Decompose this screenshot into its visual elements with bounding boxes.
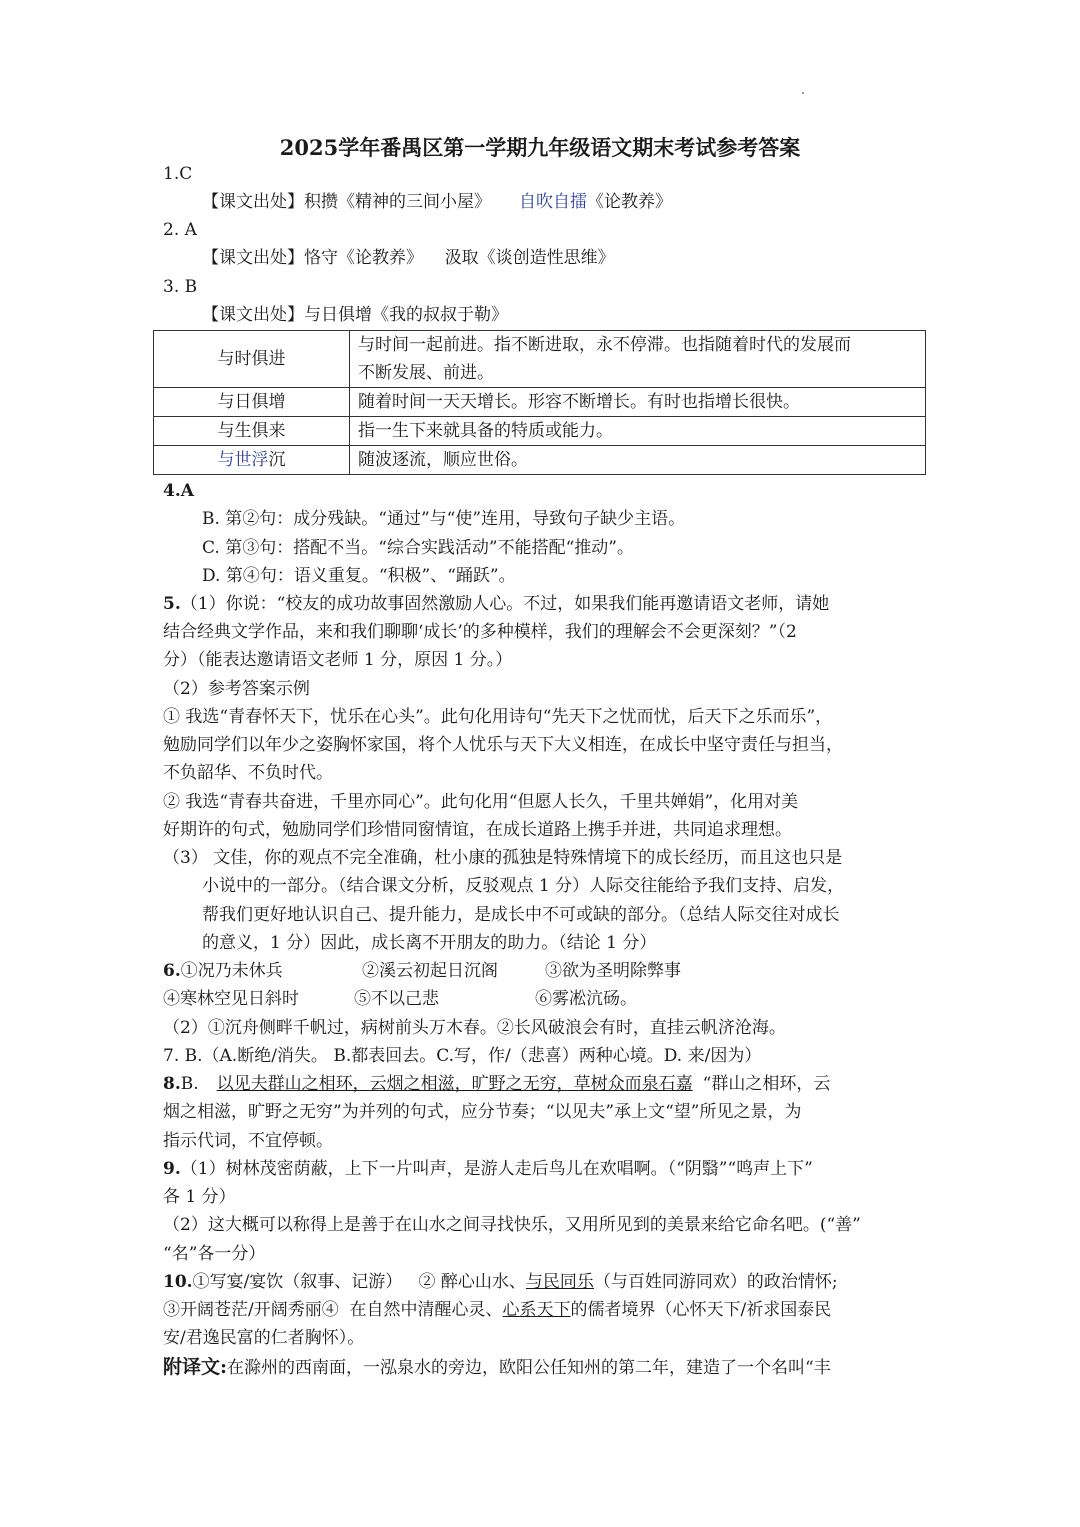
table-def: 随着时间一天天增长。形容不断增长。有时也指增长很快。 bbox=[350, 388, 926, 417]
q10-underlined: 心系天下 bbox=[502, 1300, 571, 1320]
q10-text: ③开阔苍茫/开阔秀丽④ 在自然中清醒心灵、 bbox=[163, 1300, 503, 1320]
q4-answer: 4.A bbox=[163, 481, 194, 501]
q9-line4: “名”各一分） bbox=[163, 1244, 266, 1264]
q5-line3: 分）（能表达邀请语文老师 1 分，原因 1 分。） bbox=[163, 650, 513, 670]
appendix-line bbox=[163, 1356, 831, 1379]
q6-a6: ⑥雾凇沆砀。 bbox=[535, 989, 637, 1009]
q10-text: ①写宴/宴饮（叙事、记游） ② 醉心山水、 bbox=[192, 1272, 526, 1292]
q1-src1: 积攒《精神的三间小屋》 bbox=[304, 192, 491, 212]
q5-line11: 小说中的一部分。（结合课文分析，反驳观点 1 分）人际交往能给予我们支持、启发， bbox=[202, 876, 845, 896]
q5-line12: 帮我们更好地认识自己、提升能力，是成长中不可或缺的部分。（总结人际交往对成长 bbox=[202, 905, 840, 925]
q2-answer: 2. A bbox=[163, 220, 197, 240]
q5-line8: ② 我选“青春共奋进，千里亦同心”。此句化用“但愿人长久，千里共婵娟”，化用对美 bbox=[163, 792, 799, 812]
table-term: 与日俱增 bbox=[154, 388, 350, 417]
q6-a2: ②溪云初起日沉阁 bbox=[362, 961, 498, 981]
q8-num: 8. bbox=[163, 1074, 181, 1094]
q2-source bbox=[202, 247, 615, 269]
q4-c: C. 第③句：搭配不当。“综合实践活动”不能搭配“推动”。 bbox=[202, 538, 634, 558]
q6-line1 bbox=[163, 960, 283, 982]
q5-line7: 不负韶华、不负时代。 bbox=[163, 763, 333, 783]
page-title: 2025学年番禺区第一学期九年级语文期末考试参考答案 bbox=[279, 135, 801, 160]
table-def: 指一生下来就具备的特质或能力。 bbox=[350, 417, 926, 446]
q4-d: D. 第④句：语义重复。“积极”、“踊跃”。 bbox=[202, 566, 516, 586]
q10-text: 的儒者境界（心怀天下/祈求国泰民 bbox=[570, 1300, 832, 1320]
table-row bbox=[154, 331, 926, 388]
appendix-text: 在滁州的西南面，一泓泉水的旁边，欧阳公任知州的第二年，建造了一个名叫“丰 bbox=[227, 1358, 831, 1378]
q5-line2: 结合经典文学作品，来和我们聊聊‘成长’的多种模样，我们的理解会不会更深刻？”（2 bbox=[163, 622, 797, 642]
q8-rest: “群山之相环，云 bbox=[702, 1074, 831, 1094]
q6-a4: ④寒林空见日斜时 bbox=[163, 989, 299, 1009]
table-def bbox=[350, 331, 926, 388]
q10-num: 10. bbox=[163, 1272, 193, 1292]
q9-line1 bbox=[163, 1158, 813, 1180]
q3-src: 与日俱增《我的叔叔于勒》 bbox=[304, 305, 508, 325]
q9-line2: 各 1 分） bbox=[163, 1187, 236, 1207]
q8-line2: 烟之相滋，旷野之无穷”为并列的句式，应分节奏；“以见夫”承上文“望”所见之景，为 bbox=[163, 1102, 802, 1122]
q8-line1 bbox=[163, 1073, 830, 1095]
q5-line13: 的意义，1 分）因此，成长离不开朋友的助力。（结论 1 分） bbox=[202, 933, 657, 953]
q3-answer: 3. B bbox=[163, 277, 198, 297]
q5-line4: （2）参考答案示例 bbox=[163, 679, 310, 699]
table-term: 与时俱进 bbox=[154, 331, 350, 388]
q5-line1 bbox=[163, 593, 829, 615]
source-label: 【课文出处】 bbox=[202, 305, 304, 325]
q5-line5: ① 我选“青春怀天下，忧乐在心头”。此句化用诗句“先天下之忧而忧，后天下之乐而乐”， bbox=[163, 707, 833, 727]
q6-a5: ⑤不以己悲 bbox=[354, 989, 439, 1009]
q7-answer: 7. B.（A.断绝/消失。 B.都表回去。C.写，作/（悲喜）两种心境。D. 来/因为） bbox=[163, 1046, 762, 1066]
def-line: 与时间一起前进。指不断进取，永不停滞。也指随着时代的发展而 bbox=[358, 335, 851, 355]
q6-line3: （2）①沉舟侧畔千帆过，病树前头万木春。②长风破浪会有时，直挂云帆济沧海。 bbox=[163, 1018, 786, 1038]
q9-line3: （2）这大概可以称得上是善于在山水之间寻找快乐，又用所见到的美景来给它命名吧。(“善” bbox=[163, 1215, 861, 1235]
source-label: 【课文出处】 bbox=[202, 192, 304, 212]
source-label: 【课文出处】 bbox=[202, 248, 304, 268]
q10-line1 bbox=[163, 1271, 838, 1293]
q6-num: 6. bbox=[163, 961, 181, 981]
term-rest: 沉 bbox=[268, 450, 286, 470]
table-term bbox=[154, 446, 350, 475]
q8-underlined: 以见夫群山之相环，云烟之相滋，旷野之无穷，草树众而泉石嘉 bbox=[216, 1074, 693, 1094]
q10-text: （与百姓同游同欢）的政治情怀; bbox=[593, 1272, 838, 1292]
table-term: 与生俱来 bbox=[154, 417, 350, 446]
q5-text: （1）你说：“校友的成功故事固然激励人心。不过，如果我们能再邀请语文老师，请她 bbox=[180, 594, 830, 614]
q10-line3: 安/君逸民富的仁者胸怀）。 bbox=[163, 1328, 365, 1348]
q1-answer: 1.C bbox=[163, 164, 193, 184]
def-line: 不断发展、前进。 bbox=[358, 363, 494, 383]
appendix-label: 附译文: bbox=[163, 1356, 228, 1378]
q1-source bbox=[202, 191, 672, 213]
q1-src3: 《论教养》 bbox=[587, 192, 672, 212]
q1-src2: 自吹自擂 bbox=[519, 192, 587, 212]
q3-source bbox=[202, 304, 508, 326]
q4-b: B. 第②句：成分残缺。“通过”与“使”连用，导致句子缺少主语。 bbox=[202, 509, 686, 529]
q10-underlined: 与民同乐 bbox=[525, 1272, 594, 1292]
q5-line9: 好期许的句式，勉励同学们珍惜同窗情谊，在成长道路上携手并进，共同追求理想。 bbox=[163, 820, 792, 840]
q9-num: 9. bbox=[163, 1159, 181, 1179]
q8-line3: 指示代词，不宜停顿。 bbox=[163, 1131, 333, 1151]
q9-text: （1）树林茂密荫蔽，上下一片叫声，是游人走后鸟儿在欢唱啊。（“阴翳”“鸣声上下” bbox=[180, 1159, 813, 1179]
q6-a3: ③欲为圣明除弊事 bbox=[545, 961, 681, 981]
q5-line6: 勉励同学们以年少之姿胸怀家国，将个人忧乐与天下大义相连，在成长中坚守责任与担当， bbox=[163, 735, 843, 755]
table-def: 随波逐流，顺应世俗。 bbox=[350, 446, 926, 475]
term-blue: 与世浮 bbox=[217, 450, 269, 470]
idiom-table bbox=[153, 330, 926, 475]
q6-a1: ①况乃未休兵 bbox=[180, 961, 283, 981]
table-row bbox=[154, 388, 926, 417]
q2-src: 恪守《论教养》 汲取《谈创造性思维》 bbox=[304, 248, 615, 268]
scan-speck bbox=[802, 92, 804, 94]
table-row bbox=[154, 446, 926, 475]
q5-num: 5. bbox=[163, 594, 181, 614]
q10-line2 bbox=[163, 1299, 831, 1321]
q8-ans: B. bbox=[180, 1074, 199, 1094]
q5-line10: （3） 文佳，你的观点不完全准确，杜小康的孤独是特殊情境下的成长经历，而且这也只是 bbox=[163, 848, 843, 868]
table-row bbox=[154, 417, 926, 446]
